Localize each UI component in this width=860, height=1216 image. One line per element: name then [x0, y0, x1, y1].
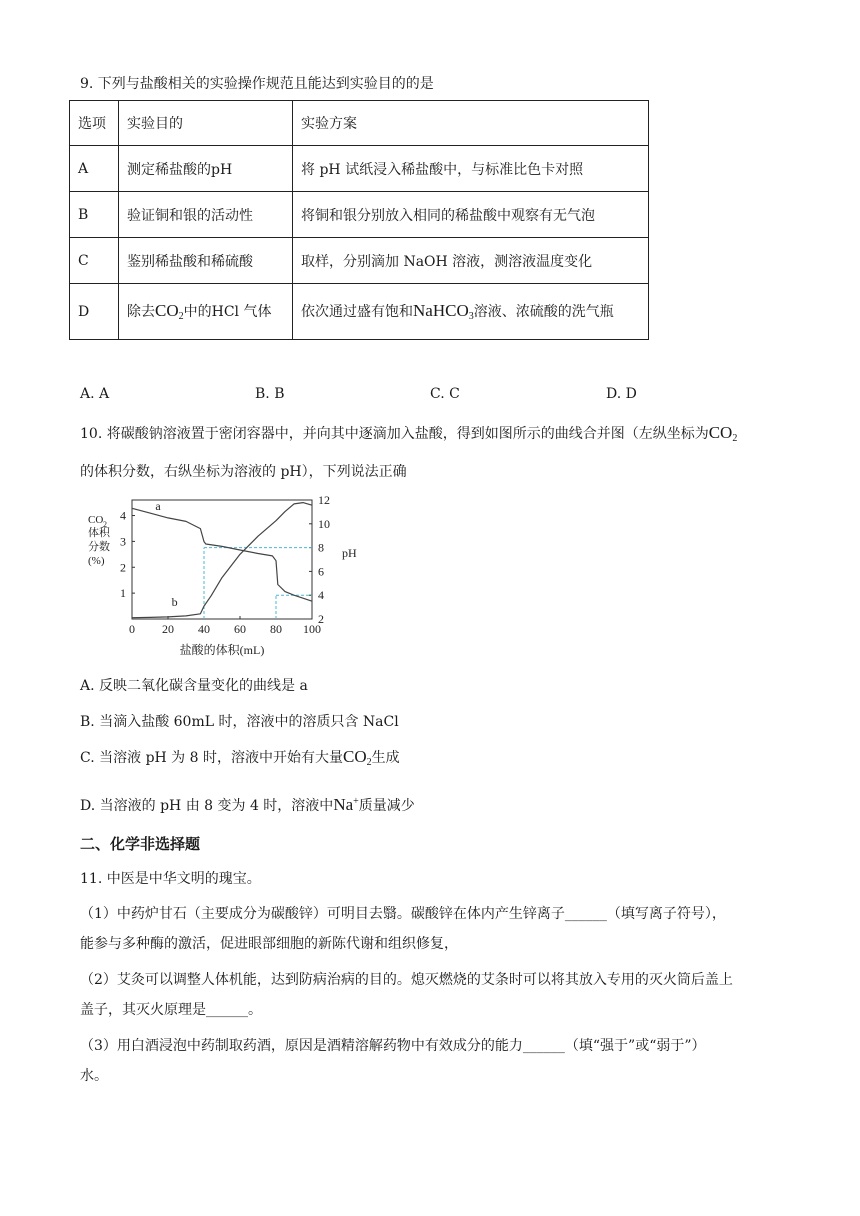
option-text: 生成	[371, 750, 400, 766]
y-left-tick-label: 4	[120, 508, 126, 523]
q11-part2-line2: 盖子，其灭火原理是______。	[80, 1002, 262, 1018]
y-left-axis-label-sub: 2	[103, 520, 107, 529]
row-goal: 鉴别稀盐酸和稀硫酸	[119, 238, 293, 284]
formula-text: CO	[343, 747, 367, 766]
x-tick-label: 20	[162, 622, 174, 636]
formula-text: CO	[155, 301, 179, 320]
q10-option-b: B. 当滴入盐酸 60mL 时，溶液中的溶质只含 NaCl	[80, 714, 399, 730]
choice-b: B. B	[255, 386, 285, 402]
table-row	[70, 284, 649, 340]
formula-text: Na	[333, 795, 354, 814]
y-right-tick-label: 6	[318, 564, 324, 579]
formula-subscript: 2	[366, 757, 372, 768]
plot-frame	[132, 500, 312, 619]
row-plan: 取样，分别滴加 NaOH 溶液，测溶液温度变化	[293, 238, 649, 284]
q11-part3-line2: 水。	[80, 1068, 108, 1084]
formula-subscript: 3	[468, 311, 474, 322]
q9-stem: 9. 下列与盐酸相关的实验操作规范且能达到实验目的的是	[80, 76, 434, 92]
q10-option-c	[80, 747, 400, 773]
choice-a: A. A	[80, 386, 110, 402]
x-tick-label: 80	[270, 622, 282, 636]
x-axis-label: 盐酸的体积(mL)	[179, 643, 265, 657]
q9-choices	[80, 384, 780, 404]
formula-text: CO	[708, 423, 733, 442]
formula-na-ion	[333, 795, 358, 814]
formula-text: NaHCO	[413, 301, 469, 320]
header-option: 选项	[70, 101, 119, 146]
q10-option-a: A. 反映二氧化碳含量变化的曲线是 a	[80, 678, 308, 694]
y-left-axis-label: (%)	[88, 555, 105, 567]
series-label-a: a	[155, 498, 161, 513]
stem-text: 10. 将碳酸钠溶液置于密闭容器中，并向其中逐滴加入盐酸，得到如图所示的曲线合并图（左纵坐标为	[80, 426, 709, 442]
q10-stem-line1	[80, 423, 737, 449]
y-left-tick-label: 1	[120, 586, 126, 601]
y-left-tick-label: 3	[120, 534, 126, 549]
q10-option-d	[80, 792, 415, 816]
option-text: C. 当溶液 pH 为 8 时，溶液中开始有大量	[80, 750, 343, 766]
row-goal: 测定稀盐酸的pH	[119, 146, 293, 192]
header-goal: 实验目的	[119, 101, 293, 146]
x-tick-label: 40	[198, 622, 210, 636]
table-row	[70, 238, 649, 284]
y-left-tick-label: 2	[120, 560, 126, 575]
y-left-axis-label: 体积	[88, 527, 110, 539]
q10-stem-line2: 的体积分数，右纵坐标为溶液的 pH），下列说法正确	[80, 464, 407, 480]
goal-text: 中的HCl 气体	[183, 304, 272, 320]
y-right-axis-label: pH	[342, 546, 357, 561]
y-right-tick-label: 12	[318, 493, 330, 507]
row-plan: 将 pH 试纸浸入稀盐酸中，与标准比色卡对照	[293, 146, 649, 192]
series-line-b	[132, 503, 312, 618]
formula-subscript: 2	[732, 433, 738, 444]
formula-co2	[343, 747, 372, 766]
choice-c: C. C	[430, 386, 460, 402]
co2-ph-chart	[80, 490, 380, 660]
row-goal: 验证铜和银的活动性	[119, 192, 293, 238]
table-header-row	[70, 101, 649, 146]
formula-superscript: +	[353, 796, 359, 807]
y-right-tick-label: 8	[318, 540, 324, 555]
row-plan: 将铜和银分别放入相同的稀盐酸中观察有无气泡	[293, 192, 649, 238]
option-text: D. 当溶液的 pH 由 8 变为 4 时，溶液中	[80, 798, 334, 814]
formula-co2	[709, 423, 738, 442]
table-row	[70, 192, 649, 238]
choice-d: D. D	[606, 386, 637, 402]
q11-stem: 11. 中医是中华文明的瑰宝。	[80, 871, 261, 887]
section-title: 二、化学非选择题	[80, 835, 201, 853]
q11-part1-line2: 能参与多种酶的激活，促进眼部细胞的新陈代谢和组织修复，	[80, 936, 458, 952]
row-option: C	[70, 238, 119, 284]
formula-co2	[155, 301, 184, 320]
q11-part3-line1: （3）用白酒浸泡中药制取药酒，原因是酒精溶解药物中有效成分的能力______（填“强于”或“弱于”）	[80, 1038, 706, 1054]
plan-text: 依次通过盛有饱和	[301, 304, 413, 320]
x-tick-label: 0	[129, 622, 135, 636]
y-right-tick-label: 4	[318, 588, 324, 603]
q11-part2-line1: （2）艾灸可以调整人体机能，达到防病治病的目的。熄灭燃烧的艾条时可以将其放入专用的灭火筒后盖上	[80, 972, 733, 988]
x-tick-label: 100	[303, 622, 321, 636]
formula-subscript: 2	[178, 311, 184, 322]
series-label-b: b	[171, 595, 178, 610]
x-tick-label: 60	[234, 622, 246, 636]
q11-part1-line1: （1）中药炉甘石（主要成分为碳酸锌）可明目去翳。碳酸锌在体内产生锌离子______（填写离子符号），	[80, 906, 726, 922]
y-right-tick-label: 2	[318, 612, 324, 626]
row-goal	[119, 284, 293, 340]
row-option: A	[70, 146, 119, 192]
row-option: B	[70, 192, 119, 238]
header-plan: 实验方案	[293, 101, 649, 146]
formula-nahco3	[413, 301, 474, 320]
option-text: 质量减少	[358, 798, 415, 814]
goal-text: 除去	[127, 304, 155, 320]
y-left-axis-label: CO	[88, 514, 104, 526]
series-line-a	[132, 508, 312, 601]
plan-text: 溶液、浓硫酸的洗气瓶	[473, 304, 614, 320]
table-row	[70, 146, 649, 192]
y-right-tick-label: 10	[318, 516, 330, 531]
row-option: D	[70, 284, 119, 340]
q9-options-table	[69, 100, 649, 340]
y-left-axis-label: 分数	[88, 541, 110, 553]
row-plan	[293, 284, 649, 340]
